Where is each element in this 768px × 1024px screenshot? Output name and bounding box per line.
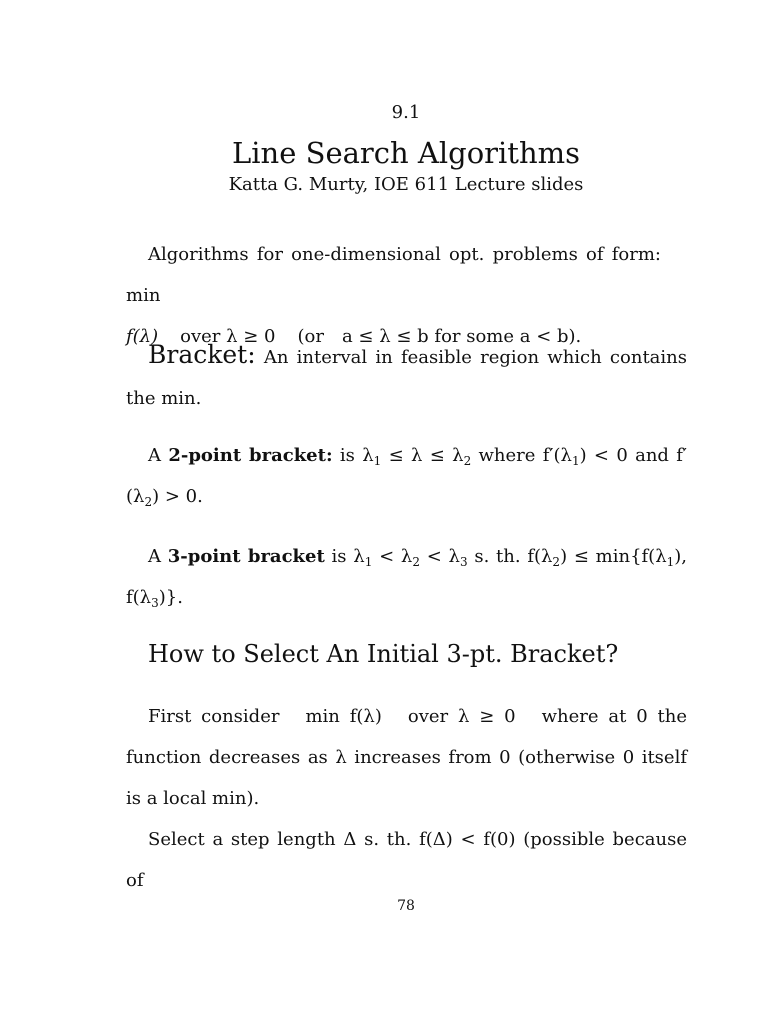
p3-sub-1: 1 xyxy=(373,454,382,468)
p3-sub-2: 2 xyxy=(463,454,472,468)
p1-line1-text: Algorithms for one-dimensional opt. problems of form: xyxy=(148,244,661,265)
p4-text-f: ), f(λ xyxy=(126,546,688,608)
p1-or: (or xyxy=(297,326,324,347)
p4-text-a: is λ xyxy=(331,546,365,567)
p5-c: over λ ≥ 0 xyxy=(407,706,516,727)
paragraph-bracket-definition xyxy=(126,334,687,419)
p3-text-e: ) > 0. xyxy=(152,486,203,507)
p5-a: First consider xyxy=(148,706,280,727)
p3-text-a: is λ xyxy=(339,445,374,466)
p4-text-d: s. th. f(λ xyxy=(467,546,553,567)
p3-sub-3: 1 xyxy=(571,454,580,468)
p4-sub-4: 2 xyxy=(552,555,561,569)
bracket-definition: An interval in feasible region which contains the min. xyxy=(126,347,687,409)
p5-b: min f(λ) xyxy=(305,706,382,727)
slide-subtitle: Katta G. Murty, IOE 611 Lecture slides xyxy=(228,174,584,195)
p5-d: where at 0 the function decreases as λ increases from 0 (otherwise 0 itself is a local min). xyxy=(126,706,687,809)
slide-title: Line Search Algorithms xyxy=(232,136,580,170)
p4-lead: A xyxy=(148,546,161,567)
paragraph-3-point-bracket xyxy=(126,536,687,618)
p3-sub-4: 2 xyxy=(144,495,153,509)
p4-text-b: < λ xyxy=(372,546,413,567)
p4-sub-6: 3 xyxy=(151,596,159,610)
p3-text-d: ) < 0 and f′(λ xyxy=(126,445,688,507)
p4-sub-2: 2 xyxy=(412,555,420,569)
p4-sub-1: 1 xyxy=(364,555,373,569)
p4-text-c: < λ xyxy=(419,546,460,567)
page-number: 78 xyxy=(397,898,415,914)
p1-min: min xyxy=(126,285,161,306)
p1-range: a ≤ λ ≤ b for some a < b). xyxy=(341,326,582,347)
p4-text-e: ) ≤ min{f(λ xyxy=(560,546,667,567)
paragraph-2-point-bracket xyxy=(126,435,687,517)
two-point-bracket-term: 2-point bracket: xyxy=(168,445,333,466)
p4-text-g: )}. xyxy=(158,587,183,608)
bracket-term: Bracket: xyxy=(148,340,256,369)
p1-over: over λ ≥ 0 xyxy=(180,326,276,347)
p3-text-b: ≤ λ ≤ λ xyxy=(381,445,464,466)
section-number: 9.1 xyxy=(391,102,421,123)
paragraph-step-length: Select a step length Δ s. th. f(Δ) < f(0) (possible because of xyxy=(126,829,687,891)
p4-sub-5: 1 xyxy=(666,555,675,569)
p1-f-lambda: f(λ) xyxy=(126,326,159,347)
p3-lead: A xyxy=(148,445,161,466)
p3-text-c: where f′(λ xyxy=(471,445,572,466)
p4-sub-3: 3 xyxy=(459,555,468,569)
paragraph-first-consider xyxy=(126,696,687,819)
three-point-bracket-term: 3-point bracket xyxy=(167,546,325,567)
section-subheading: How to Select An Initial 3-pt. Bracket? xyxy=(148,640,619,668)
